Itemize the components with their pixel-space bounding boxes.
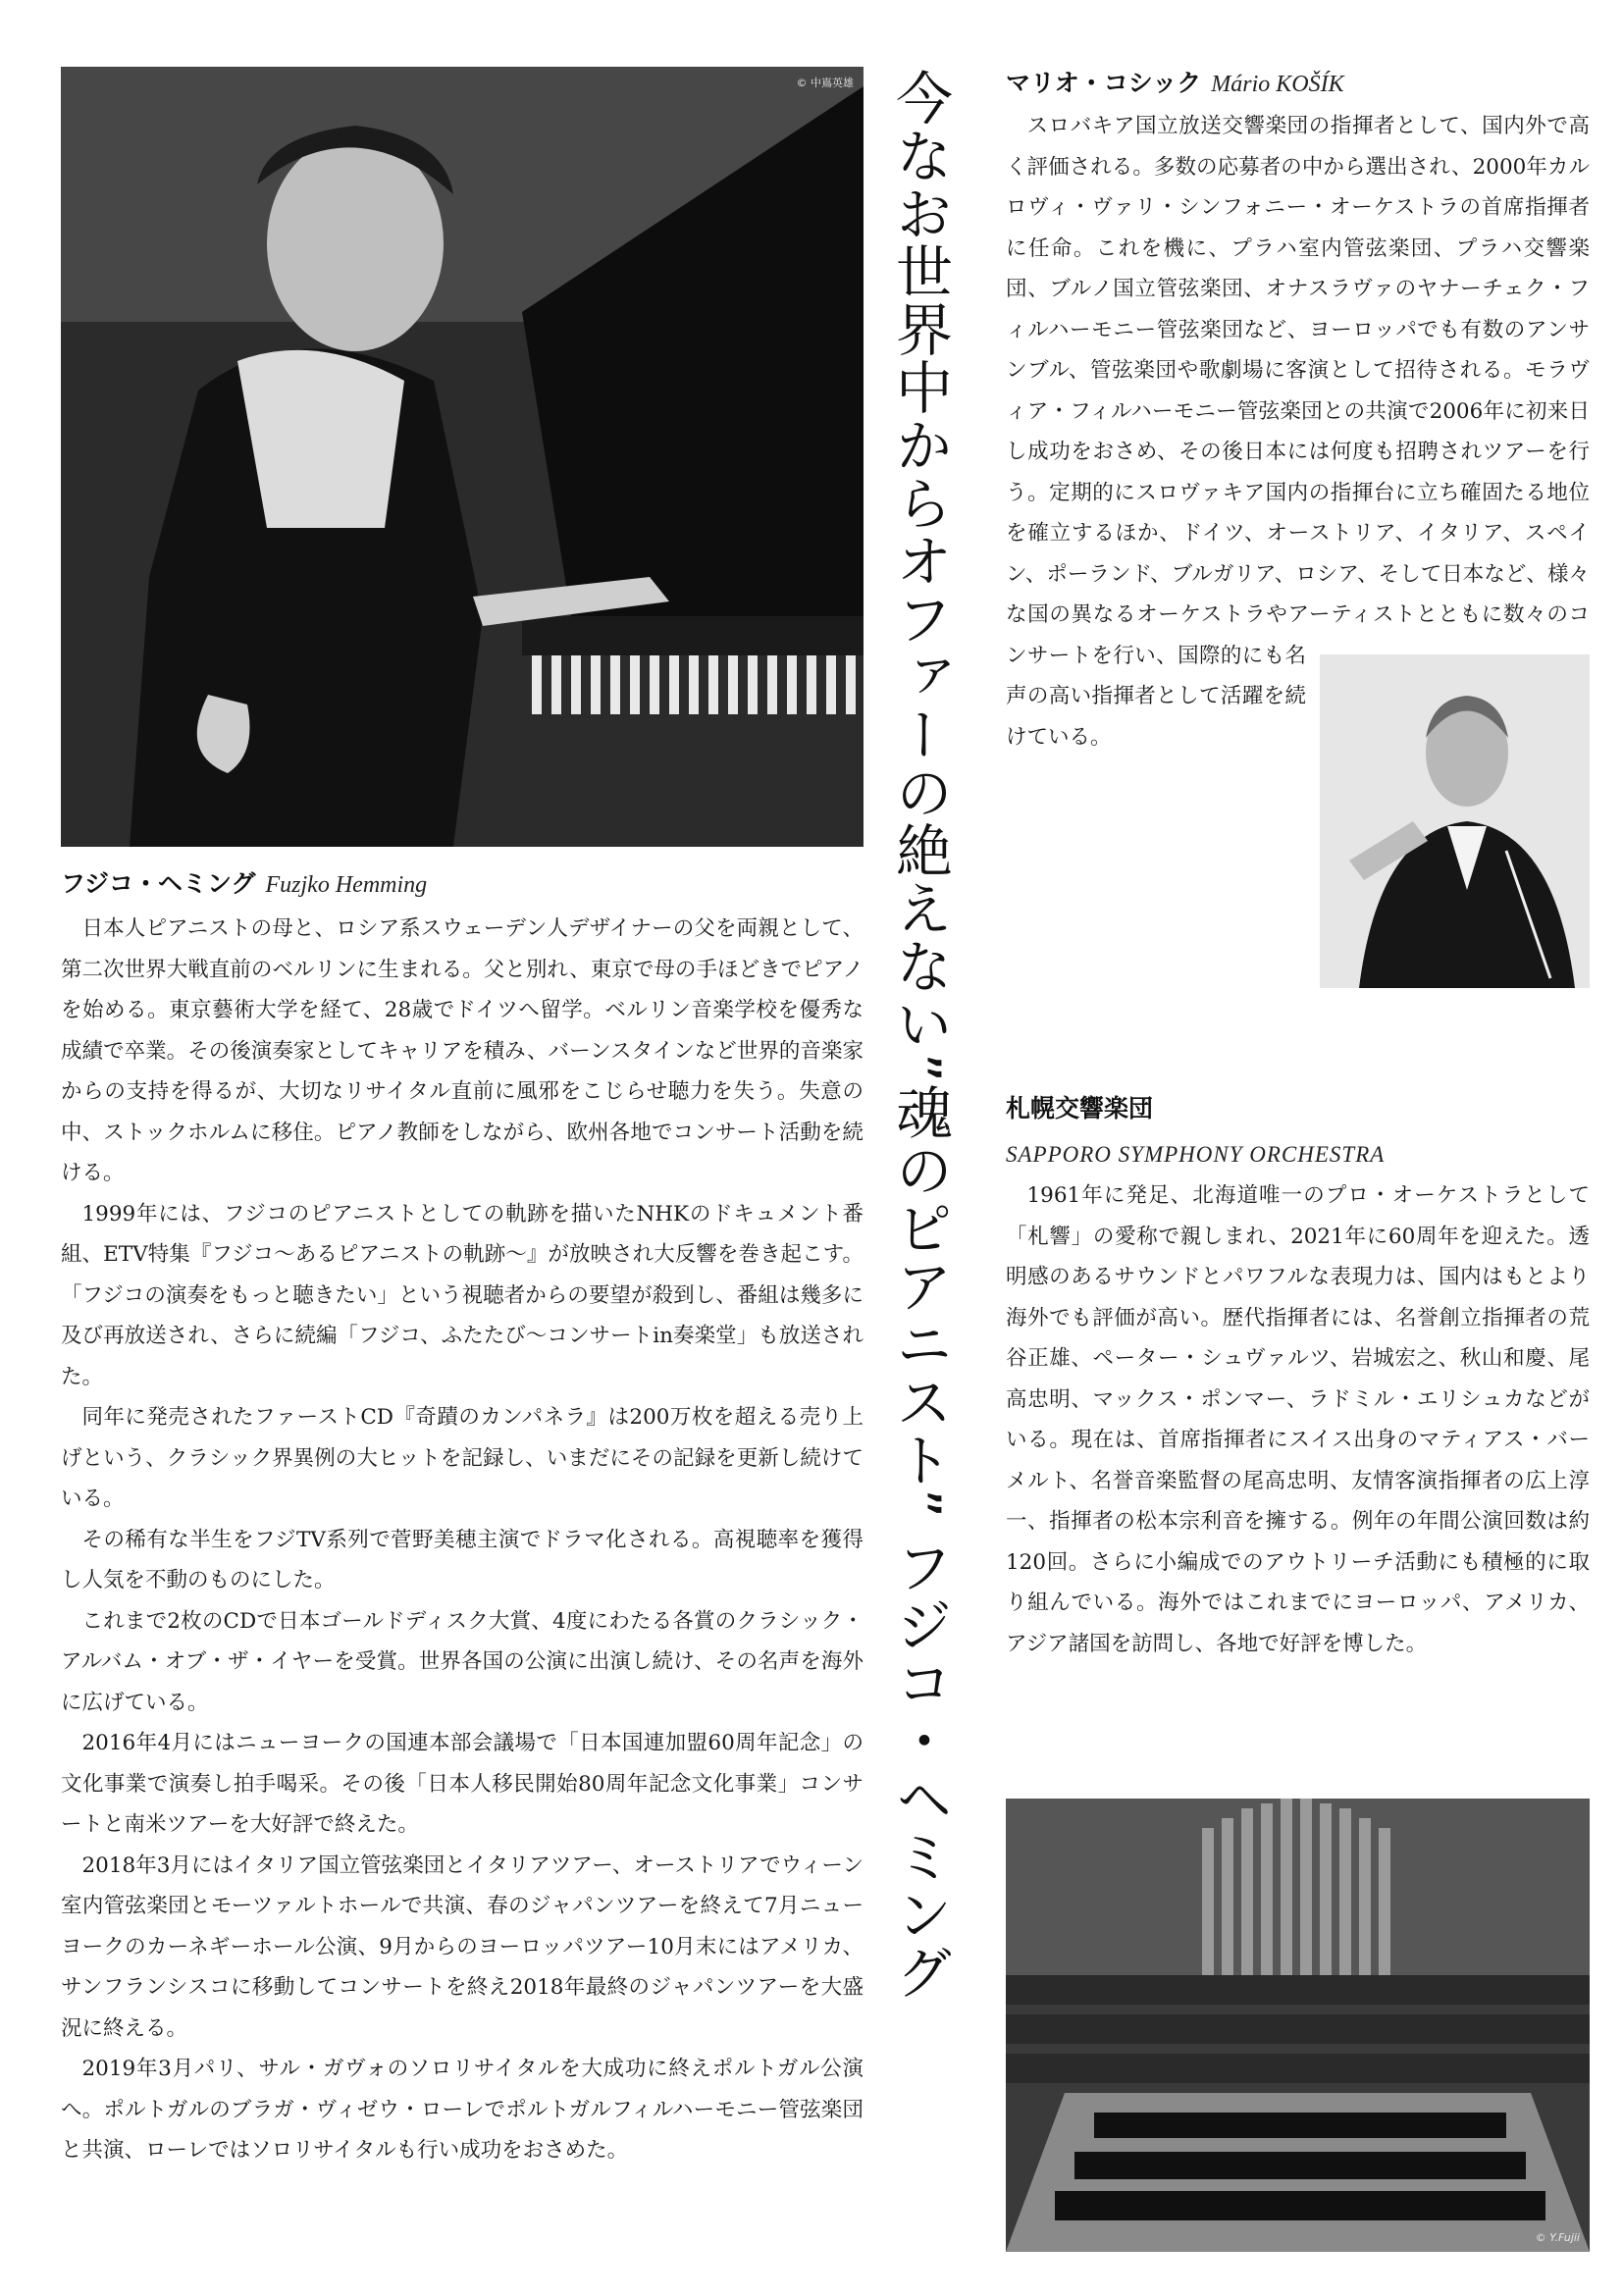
fujiko-name-jp: フジコ・ヘミング xyxy=(61,869,256,898)
fujiko-paragraph: 2016年4月にはニューヨークの国連本部会議場で「日本国連加盟60周年記念」の文化事業で演奏し拍手喝采。その後「日本人移民開始80周年記念文化事業」コンサートと南米ツアーを大好評で終えた。 xyxy=(61,1731,864,1837)
kosik-paragraph: スロバキア国立放送交響楽団の指揮者として、国内外で高く評価される。多数の応募者の中から選出され、2000年カルロヴィ・ヴァリ・シンフォニー・オーケストラの首席指揮者に任命。これを機に、プラハ室内管弦楽団、プラハ交響楽団、ブルノ国立管弦楽団、オナスラヴァのヤナーチェク・フィルハーモニー管弦楽団など、ヨーロッパでも有数のアンサンブル、管弦楽団や歌劇場に客演として招待される。モラヴィア・フィルハーモニー管弦楽団との共演で2006年に初来日し成功をおさめ、その後日本には何度も招聘されツアーを行う。定期的にスロヴァキア国内の指揮台に立ち確固たる地位を確立するほか、ドイツ、オーストリア、イタリア、スペイン、ポーランド、ブルガリア、ロシア、そして日本など、様々な国の異なるオーケストラやアーティストとともに数々のコンサートを行い、国際的にも名声の高い指揮者として活躍を続けている。 xyxy=(1006,114,1590,750)
sapporo-biography xyxy=(1006,1175,1590,1664)
sapporo-heading xyxy=(1006,1091,1590,1170)
fujiko-paragraph: 1999年には、フジコのピアニストとしての軌跡を描いたNHKのドキュメント番組、ETV特集『フジコ～あるピアニストの軌跡～』が放映され大反響を巻き起こす。「フジコの演奏をもっと聴きたい」という視聴者からの要望が殺到し、番組は幾多に及び再放送され、さらに続編「フジコ、ふたたび～コンサートin奏楽堂」も放送された。 xyxy=(61,1201,864,1389)
sapporo-name-en: SAPPORO SYMPHONY ORCHESTRA xyxy=(1006,1142,1386,1167)
fujiko-biography xyxy=(61,909,864,2171)
orchestra-photo-illustration xyxy=(1006,1799,1590,2252)
kosik-biography xyxy=(1006,106,1590,994)
kosik-name-jp: マリオ・コシック xyxy=(1006,69,1202,97)
fujiko-hemming-photo xyxy=(61,67,864,847)
fujiko-photo-credit: © 中嶌英雄 xyxy=(796,77,854,89)
fujiko-paragraph: これまで2枚のCDで日本ゴールドディスク大賞、4度にわたる各賞のクラシック・アルバム・オブ・ザ・イヤーを受賞。世界各国の公演に出演し続け、その名声を海外に広げている。 xyxy=(61,1608,864,1715)
fujiko-heading xyxy=(61,867,864,904)
orchestra-photo-credit: © Y.Fujii xyxy=(1535,2231,1580,2244)
kosik-photo-illustration xyxy=(1320,654,1590,988)
fujiko-photo-illustration xyxy=(61,67,864,847)
sapporo-name-jp: 札幌交響楽団 xyxy=(1006,1094,1154,1122)
fujiko-paragraph: 2018年3月にはイタリア国立管弦楽団とイタリアツアー、オーストリアでウィーン室内管弦楽団とモーツァルトホールで共演、春のジャパンツアーを終えて7月ニューヨークのカーネギーホール公演、9月からのヨーロッパツアー10月末にはアメリカ、サンフランシスコに移動してコンサートを終え2018年最終のジャパンツアーを大盛況に終える。 xyxy=(61,1852,864,2041)
fujiko-paragraph: 日本人ピアニストの母と、ロシア系スウェーデン人デザイナーの父を両親として、第二次世界大戦直前のベルリンに生まれる。父と別れ、東京で母の手ほどきでピアノを始める。東京藝術大学を経て、28歳でドイツへ留学。ベルリン音楽学校を優秀な成績で卒業。その後演奏家としてキャリアを積み、バーンスタインなど世界的音楽家からの支持を得るが、大切なリサイタル直前に風邪をこじらせ聴力を失う。失意の中、ストックホルムに移住。ピアノ教師をしながら、欧州各地でコンサート活動を続ける。 xyxy=(61,916,864,1185)
sapporo-paragraph: 1961年に発足、北海道唯一のプロ・オーケストラとして「札響」の愛称で親しまれ、2021年に60周年を迎えた。透明感のあるサウンドとパワフルな表現力は、国内はもとより海外でも評価が高い。歴代指揮者には、名誉創立指揮者の荒谷正雄、ペーター・シュヴァルツ、岩城宏之、秋山和慶、尾高忠明、マックス・ポンマー、ラドミル・エリシュカなどがいる。現在は、首席指揮者にスイス出身のマティアス・バーメルト、名誉音楽監督の尾高忠明、友情客演指揮者の広上淳一、指揮者の松本宗利音を擁する。例年の年間公演回数は約120回。さらに小編成でのアウトリーチ活動にも積極的に取り組んでいる。海外ではこれまでにヨーロッパ、アメリカ、アジア諸国を訪問し、各地で好評を博した。 xyxy=(1006,1183,1590,1656)
fujiko-paragraph: その稀有な半生をフジTV系列で菅野美穂主演でドラマ化される。高視聴率を獲得し人気を不動のものにした。 xyxy=(61,1527,864,1592)
kosik-name-en: Mário KOŠÍK xyxy=(1211,72,1344,97)
kosik-heading xyxy=(1006,67,1590,103)
fujiko-paragraph: 2019年3月パリ、サル・ガヴォのソロリサイタルを大成功に終えポルトガル公演へ。ポルトガルのブラガ・ヴィゼウ・ローレでポルトガルフィルハーモニー管弦楽団と共演、ローレではソロリサイタルも行い成功をおさめた。 xyxy=(61,2057,864,2163)
fujiko-paragraph: 同年に発売されたファーストCD『奇蹟のカンパネラ』は200万枚を超える売り上げという、クラシック界異例の大ヒットを記録し、いまだにその記録を更新し続けている。 xyxy=(61,1405,864,1511)
kosik-photo xyxy=(1320,654,1590,988)
fujiko-name-en: Fuzjko Hemming xyxy=(265,872,428,898)
sapporo-orchestra-photo xyxy=(1006,1799,1590,2252)
vertical-title: 今なお世界中からオファーの絶えない”魂のピアニスト” フジコ・ヘミング xyxy=(886,69,953,2002)
